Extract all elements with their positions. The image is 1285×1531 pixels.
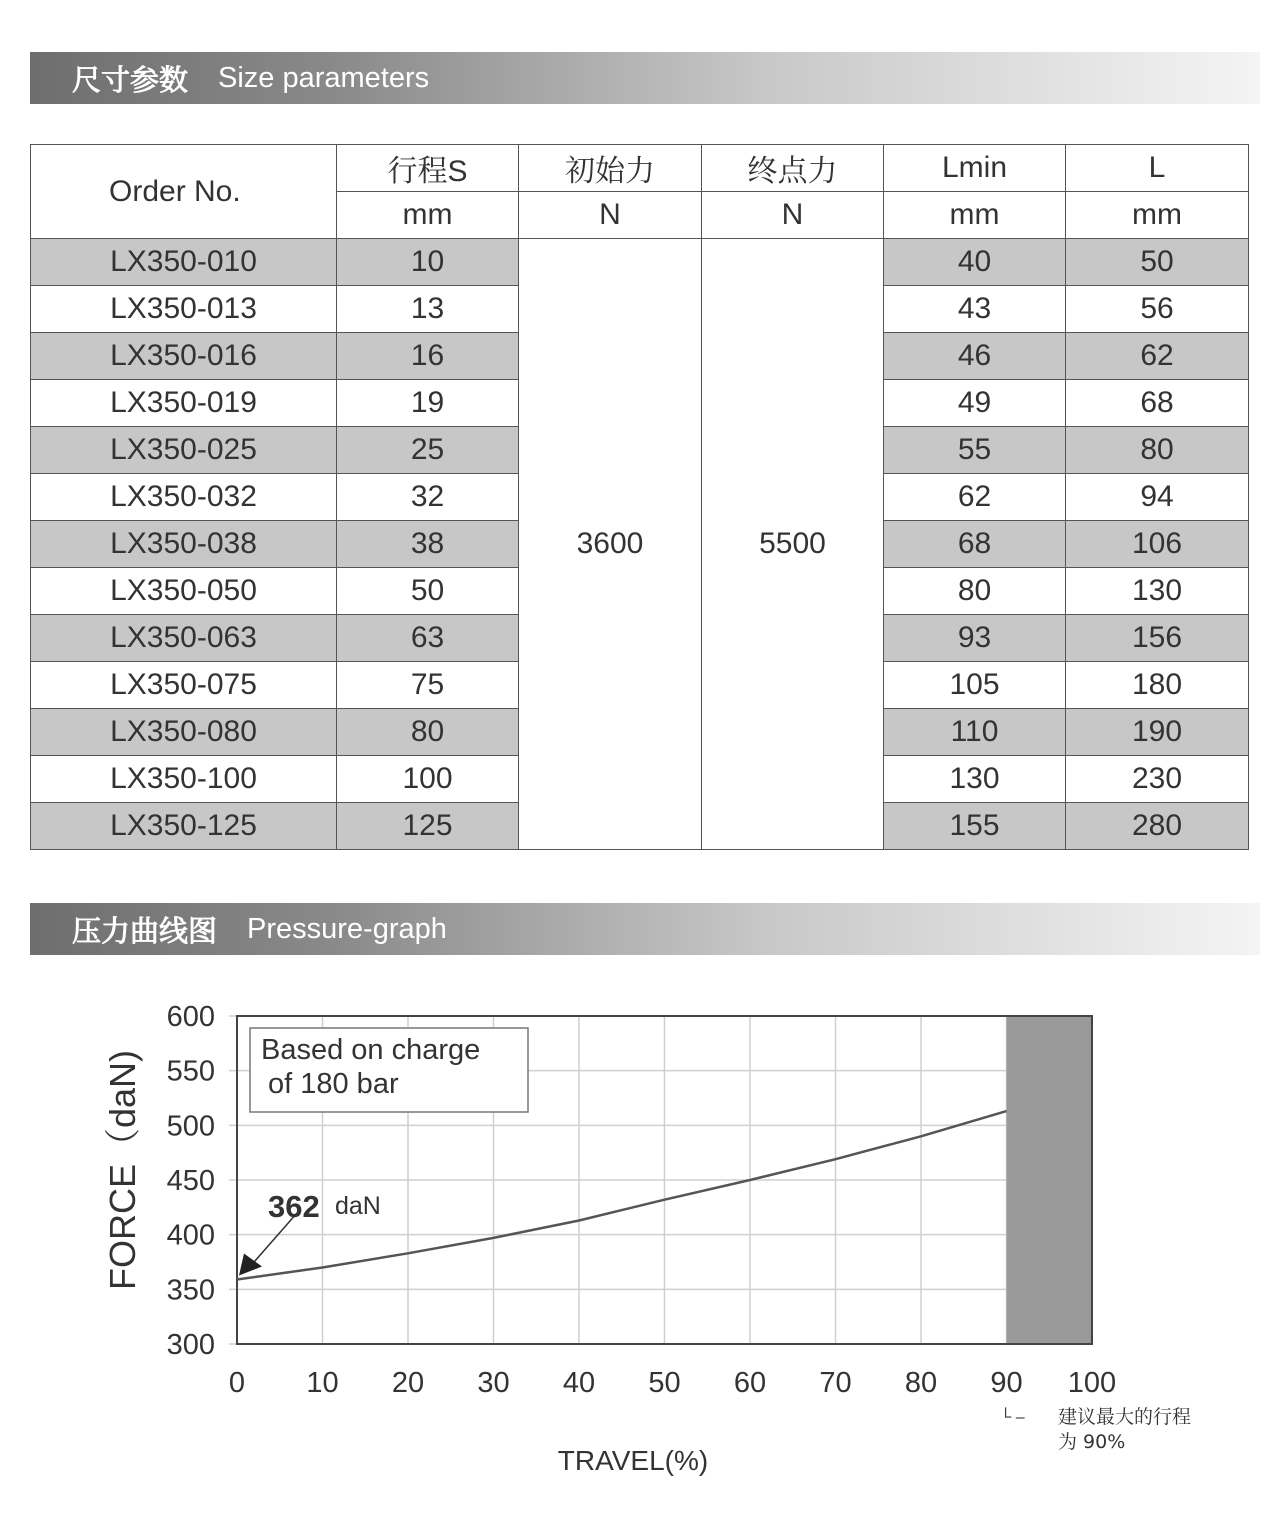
y-tick-label: 300 (166, 1329, 215, 1361)
note-box (250, 1028, 528, 1112)
cell-stroke: 38 (337, 521, 519, 568)
y-tick-labels (167, 1001, 215, 1361)
cell-l: 94 (1066, 474, 1249, 521)
annotation-value: 362 (268, 1189, 320, 1224)
y-tick-label: 350 (166, 1274, 215, 1307)
cell-order-no: LX350-038 (31, 521, 337, 568)
header-l: L (1066, 145, 1249, 192)
x-tick-label: 80 (904, 1367, 938, 1399)
cell-l: 80 (1066, 427, 1249, 474)
header-initial-force: 初始力 (519, 145, 702, 192)
header-lmin: Lmin (884, 145, 1066, 192)
cell-l: 280 (1066, 803, 1249, 850)
recommended-travel-footnote (1000, 1406, 1191, 1453)
cell-lmin: 62 (884, 474, 1066, 521)
cell-lmin: 155 (884, 803, 1066, 850)
x-tick-label: 40 (562, 1367, 596, 1399)
footnote-text: 建议最大的行程为 90% (1058, 1406, 1192, 1453)
x-tick-label: 70 (819, 1367, 852, 1399)
max-travel-shaded-region (1007, 1016, 1093, 1344)
cell-lmin: 43 (884, 286, 1066, 333)
x-tick-label: 0 (228, 1367, 246, 1399)
cell-stroke: 13 (337, 286, 519, 333)
size-parameters-table (30, 144, 1249, 850)
cell-order-no: LX350-016 (31, 333, 337, 380)
cell-order-no: LX350-080 (31, 709, 337, 756)
pressure-graph (0, 980, 1285, 1531)
cell-lmin: 40 (884, 239, 1066, 286)
x-tick-label: 10 (306, 1367, 339, 1399)
cell-l: 156 (1066, 615, 1249, 662)
x-tick-label: 60 (733, 1367, 767, 1399)
cell-stroke: 100 (337, 756, 519, 803)
cell-order-no: LX350-075 (31, 662, 337, 709)
section-title-en: Pressure-graph (247, 912, 447, 945)
cell-stroke: 75 (337, 662, 519, 709)
y-tick-label: 500 (166, 1110, 215, 1143)
cell-order-no: LX350-010 (31, 239, 337, 286)
cell-lmin: 68 (884, 521, 1066, 568)
cell-order-no: LX350-125 (31, 803, 337, 850)
table-row (31, 239, 1249, 286)
annotation-unit: daN (335, 1192, 381, 1220)
y-tick-label: 600 (166, 1001, 215, 1033)
section-title-zh: 压力曲线图 (72, 913, 218, 948)
cell-order-no: LX350-100 (31, 756, 337, 803)
header-stroke: 行程S (337, 145, 519, 192)
cell-end-force: 5500 (702, 239, 884, 850)
y-tick-label: 550 (166, 1055, 215, 1088)
header-order-no: Order No. (31, 145, 337, 239)
note-box-text: Based on charge of 180 bar (261, 1034, 481, 1100)
x-tick-label: 100 (1067, 1367, 1117, 1399)
cell-l: 68 (1066, 380, 1249, 427)
cell-stroke: 125 (337, 803, 519, 850)
y-tick-label: 400 (166, 1219, 215, 1252)
header-end-force: 终点力 (702, 145, 884, 192)
cell-stroke: 50 (337, 568, 519, 615)
cell-stroke: 19 (337, 380, 519, 427)
cell-lmin: 80 (884, 568, 1066, 615)
x-tick-label: 50 (648, 1367, 681, 1399)
cell-order-no: LX350-013 (31, 286, 337, 333)
cell-lmin: 130 (884, 756, 1066, 803)
cell-l: 62 (1066, 333, 1249, 380)
cell-stroke: 25 (337, 427, 519, 474)
y-tick-label: 450 (166, 1165, 215, 1197)
cell-l: 230 (1066, 756, 1249, 803)
cell-l: 190 (1066, 709, 1249, 756)
cell-lmin: 93 (884, 615, 1066, 662)
x-tick-label: 20 (391, 1367, 425, 1399)
cell-l: 180 (1066, 662, 1249, 709)
cell-l: 50 (1066, 239, 1249, 286)
cell-stroke: 32 (337, 474, 519, 521)
x-axis-label: TRAVEL(%) (557, 1445, 709, 1476)
y-axis-label: FORCE（daN) (102, 1049, 143, 1291)
cell-l: 130 (1066, 568, 1249, 615)
cell-l: 56 (1066, 286, 1249, 333)
unit-initial-force: N (519, 192, 702, 239)
cell-initial-force: 3600 (519, 239, 702, 850)
unit-stroke: mm (337, 192, 519, 239)
cell-order-no: LX350-032 (31, 474, 337, 521)
section-title-zh: 尺寸参数 (72, 62, 189, 97)
cell-order-no: LX350-019 (31, 380, 337, 427)
cell-lmin: 110 (884, 709, 1066, 756)
cell-stroke: 16 (337, 333, 519, 380)
cell-l: 106 (1066, 521, 1249, 568)
cell-stroke: 63 (337, 615, 519, 662)
cell-lmin: 46 (884, 333, 1066, 380)
cell-stroke: 10 (337, 239, 519, 286)
x-tick-labels (229, 1367, 1116, 1399)
section-title-en: Size parameters (218, 61, 430, 94)
x-tick-label: 90 (990, 1367, 1023, 1399)
cell-order-no: LX350-025 (31, 427, 337, 474)
section-header-pressure (30, 903, 1260, 955)
footnote-mark: └ – (1000, 1409, 1025, 1426)
cell-lmin: 49 (884, 380, 1066, 427)
x-tick-label: 30 (477, 1367, 510, 1399)
cell-lmin: 105 (884, 662, 1066, 709)
unit-lmin: mm (884, 192, 1066, 239)
cell-order-no: LX350-063 (31, 615, 337, 662)
cell-order-no: LX350-050 (31, 568, 337, 615)
cell-lmin: 55 (884, 427, 1066, 474)
unit-l: mm (1066, 192, 1249, 239)
cell-stroke: 80 (337, 709, 519, 756)
unit-end-force: N (702, 192, 884, 239)
section-header-size (30, 52, 1260, 104)
